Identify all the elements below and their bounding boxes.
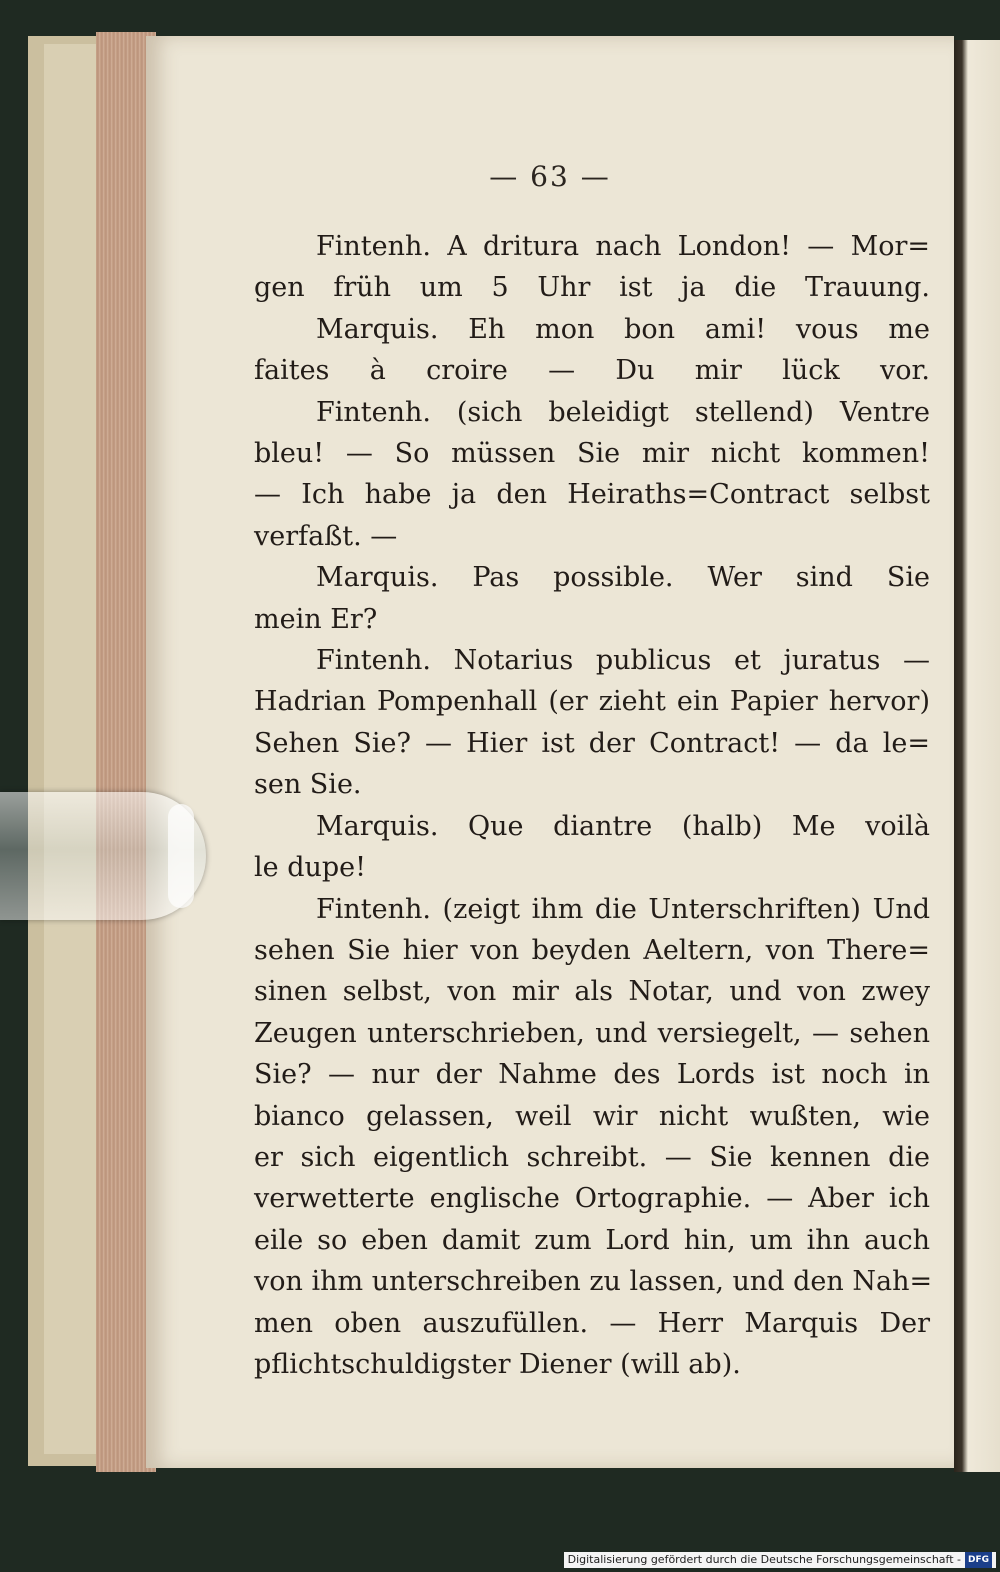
page-number: — 63 —: [489, 160, 611, 193]
glass-highlight: [168, 804, 194, 908]
text-line: bianco gelassen, weil wir nicht wußten, wie: [254, 1100, 930, 1132]
glass-page-weight: [0, 792, 206, 920]
text-line: faites à croire — Du mir lück vor.: [254, 355, 930, 387]
facing-page-edge: [954, 40, 1000, 1472]
book-page: [146, 36, 954, 1468]
text-line: Fintenh. Notarius publicus et juratus —: [316, 645, 930, 677]
text-line: mein Er?: [254, 603, 378, 635]
dfg-logo: DFG: [965, 1552, 992, 1568]
text-line: sen Sie.: [254, 769, 362, 801]
text-line: Marquis. Eh mon bon ami! vous me: [316, 313, 930, 345]
text-line: Fintenh. (sich beleidigt stellend) Ventre: [316, 396, 930, 428]
text-line: pflichtschuldigster Diener (will ab).: [254, 1348, 741, 1380]
text-line: eile so eben damit zum Lord hin, um ihn auch: [254, 1224, 930, 1256]
text-line: — Ich habe ja den Heiraths=Contract selbst: [254, 479, 930, 511]
text-line: Sehen Sie? — Hier ist der Contract! — da le=: [254, 727, 930, 759]
page-text: [254, 226, 933, 1385]
text-line: sehen Sie hier von beyden Aeltern, von There=: [254, 934, 930, 966]
text-line: Marquis. Pas possible. Wer sind Sie: [316, 562, 930, 594]
text-line: Sie? — nur der Nahme des Lords ist noch in: [254, 1059, 930, 1091]
text-line: Fintenh. A dritura nach London! — Mor=: [316, 231, 930, 262]
text-line: Marquis. Que diantre (halb) Me voilà: [316, 810, 930, 842]
text-line: er sich eigentlich schreibt. — Sie kennen die: [254, 1141, 930, 1173]
text-line: bleu! — So müssen Sie mir nicht kommen!: [254, 438, 930, 470]
text-line: sinen selbst, von mir als Notar, und von zwey: [254, 976, 930, 1008]
text-line: Hadrian Pompenhall (er zieht ein Papier hervor): [254, 686, 930, 718]
digitization-footer: [564, 1552, 996, 1568]
text-line: men oben auszufüllen. — Herr Marquis Der: [254, 1307, 930, 1339]
text-line: Fintenh. (zeigt ihm die Unterschriften) Und: [316, 893, 930, 925]
footer-text: Digitalisierung gefördert durch die Deutsche Forschungsgemeinschaft -: [567, 1553, 961, 1566]
text-line: von ihm unterschreiben zu lassen, und den Nah=: [254, 1266, 933, 1298]
text-line: le dupe!: [254, 852, 366, 884]
text-line: verwetterte englische Ortographie. — Aber ich: [254, 1183, 930, 1215]
text-line: Zeugen unterschrieben, und versiegelt, — sehen: [254, 1017, 930, 1049]
text-line: verfaßt. —: [254, 520, 398, 552]
text-line: gen früh um 5 Uhr ist ja die Trauung.: [254, 272, 930, 304]
